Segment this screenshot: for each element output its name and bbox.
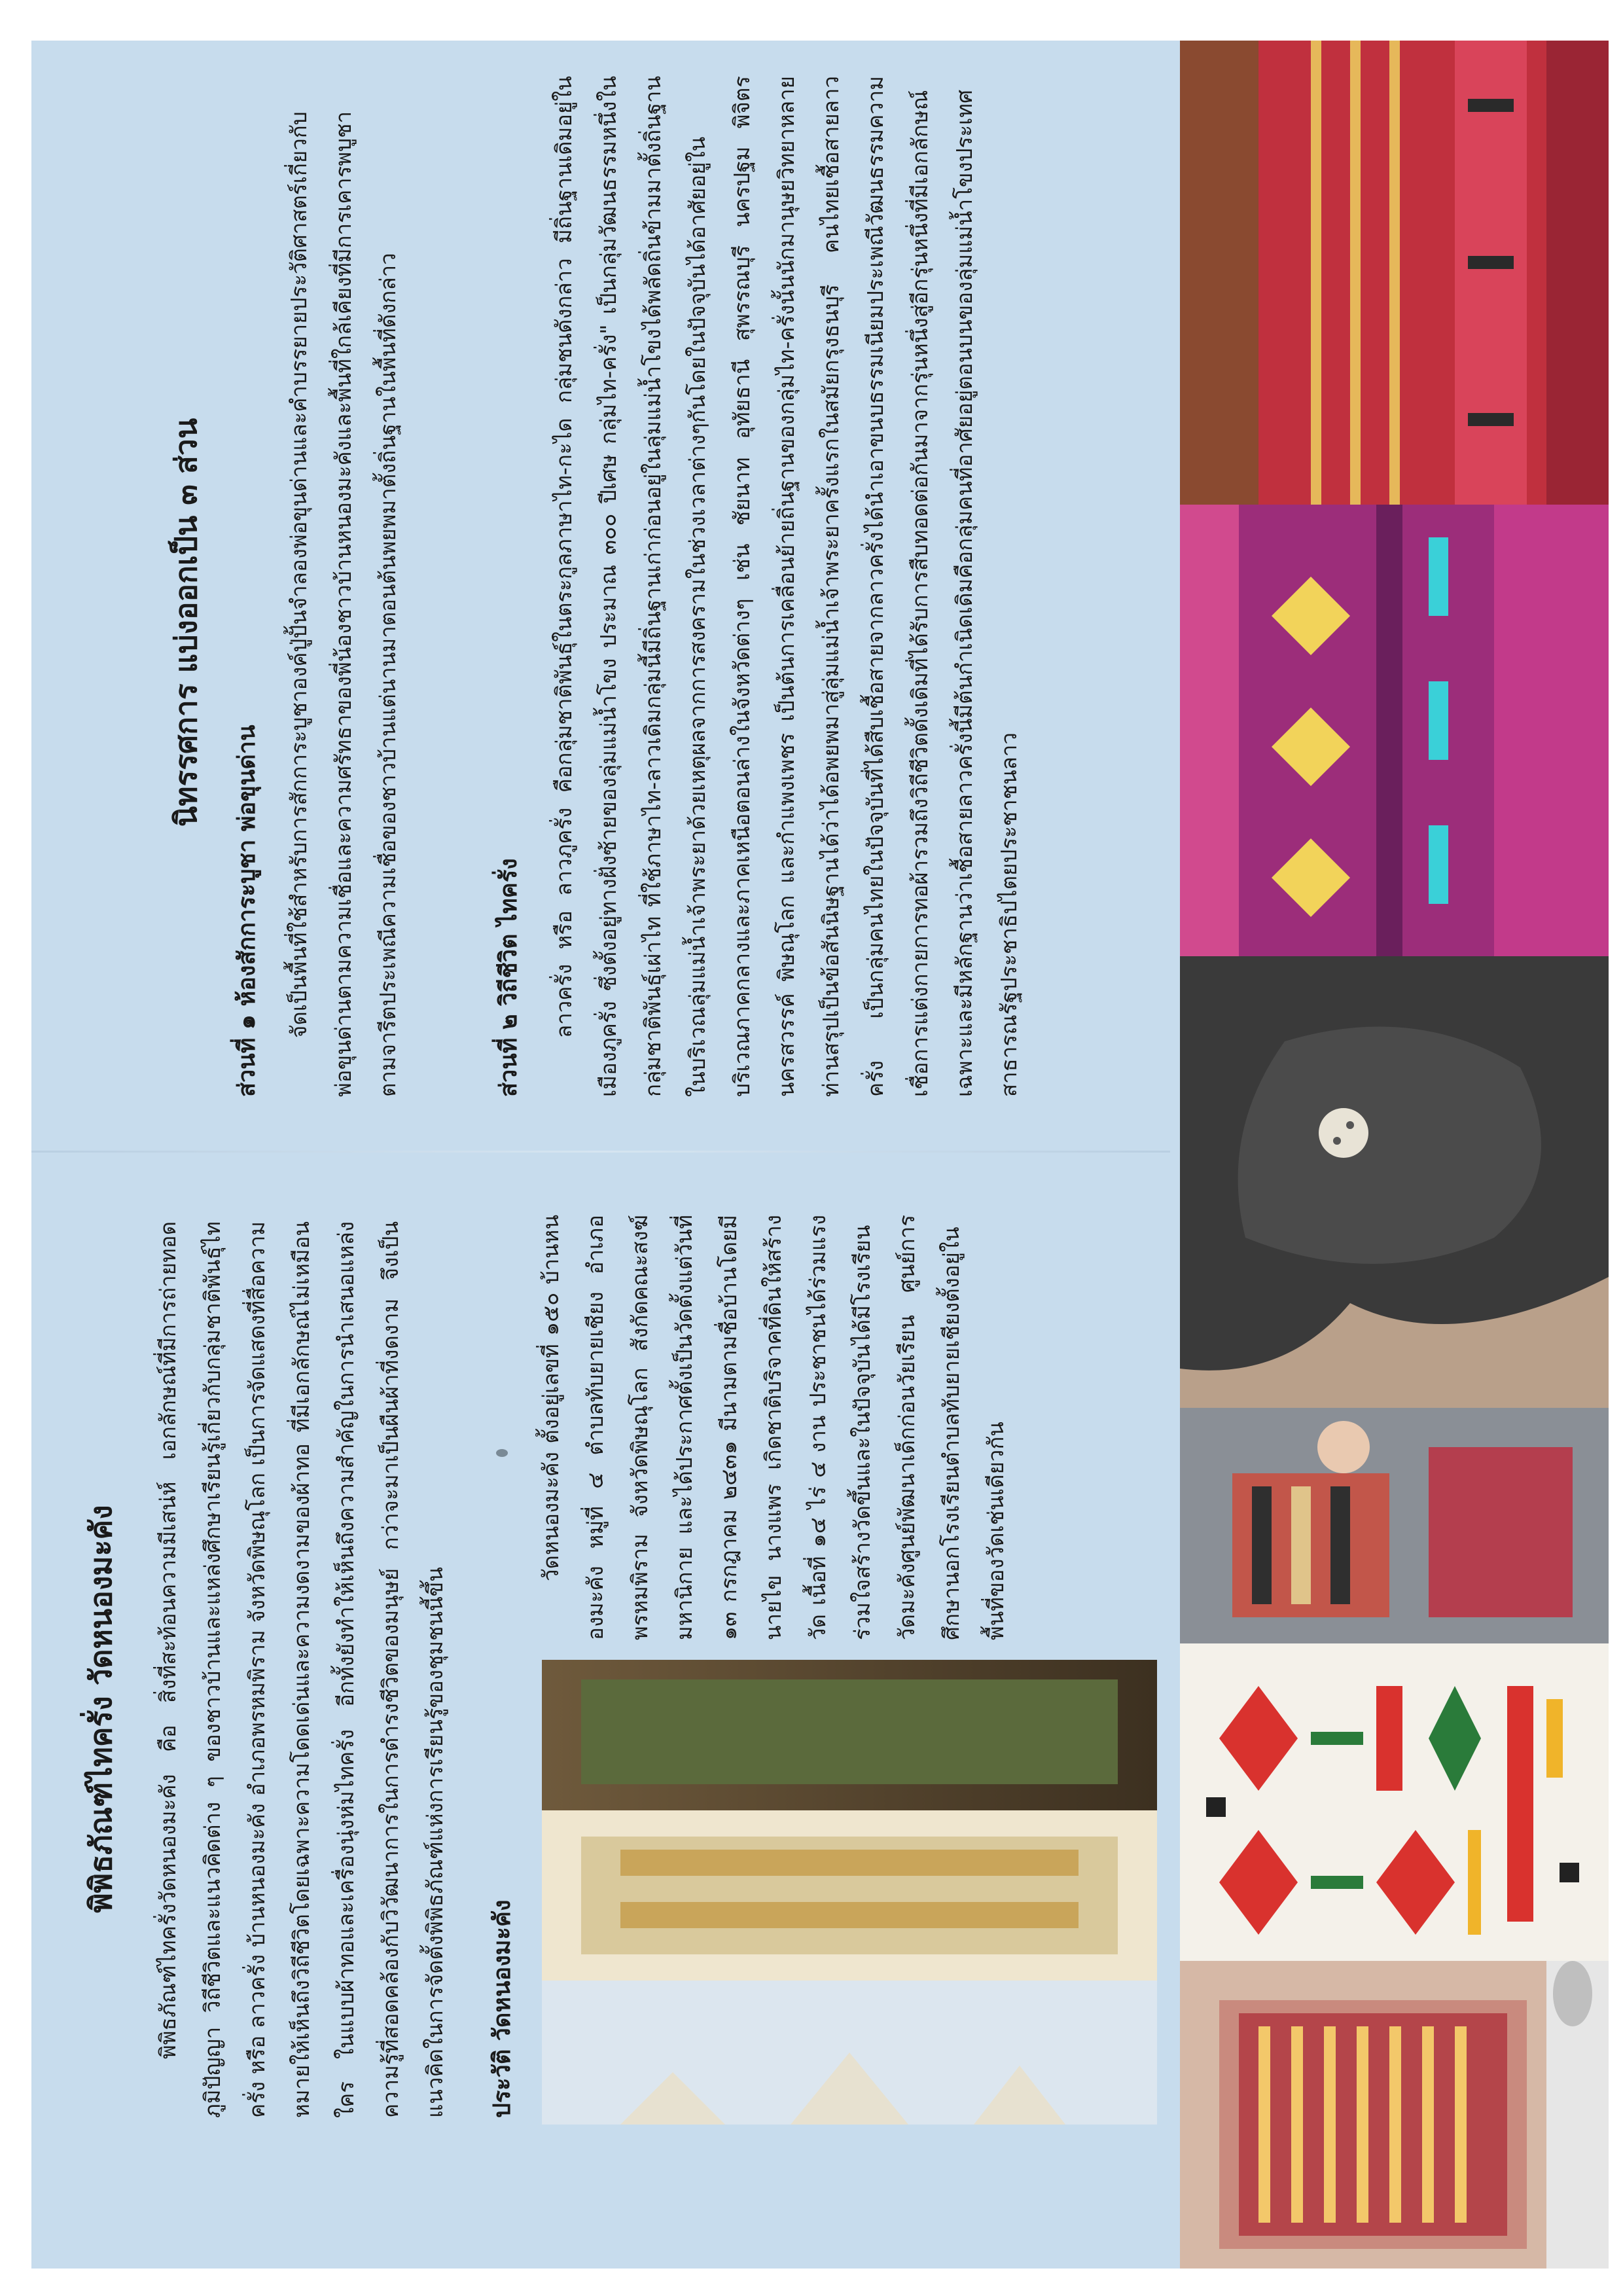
purple-textile-illustration [1180, 505, 1609, 956]
scan-speck [496, 1449, 508, 1457]
temple-history-text [529, 1215, 1157, 1640]
part1-paragraph: จัดเป็นพื้นที่ใช้สำหรับการสักการะบูชาองค์ปู่ปั้นจำลองพ่อขุนด่านและคำบรรยายประวัติศาสตร์เกี่ยวกับพ่อขุนด่านตามความเชื่อและความศรัทธาของพี่น้องชาวบ้านหนองมะคังและพื้นที่ใกล้เคียงที่มีการเคารพบูชาตามจารีตประเพณีความเชื่อของชาวบ้านแต่นานมาตอนต้นพยพมาตั้งถิ่นฐานในพื้นที่ดังกล่าว [286, 111, 401, 1097]
embroidery-pattern-photo [1180, 1643, 1609, 1961]
exhibition-title: นิทรรศการ แบ่งออกเป็น ๓ ส่วน [168, 418, 204, 827]
weaving-illustration [1180, 1408, 1609, 1643]
part2-text [542, 76, 1150, 1097]
red-sarong-photo [1180, 41, 1609, 505]
temple-history-heading: ประวัติ วัดหนองมะคัง [489, 1899, 516, 2118]
museum-intro-text [146, 1221, 460, 2118]
temple-photo [542, 1660, 1157, 2125]
red-sarong-illustration [1180, 41, 1609, 505]
embroidery-illustration [1180, 1643, 1609, 1961]
fabric-closeup-photo [1180, 956, 1609, 1408]
purple-textile-photo [1180, 505, 1609, 956]
textile-display-illustration [1180, 1961, 1609, 2269]
museum-intro-paragraph: พิพิธภัณฑ์ไทครั่งวัดหนองมะคัง คือ สิ่งที่สะท้อนความมีเสน่ห์ เอกลักษณ์ที่มีการถ่ายทอดภูมิปัญญา วิถีชีวิตและแนวคิดต่าง ๆ ของชาวบ้านและแหล่งศึกษาเรียนรู้เกี่ยวกับกลุ่มชาติพันธุ์ไทครั่ง หรือ ลาวครั่ง บ้านหนองมะคัง อำเภอพรหมพิราม จังหวัดพิษณุโลก เป็นการจัดแสดงที่สื่อความหมายให้เห็นถึงวิถีชีวิตโดยเฉพาะความโดดเด่นและความงดงามของผ้าทอ ที่มีเอกลักษณ์ไม่เหมือนใคร ในแบบผ้าทอและเครื่องนุ่งห่มไทครั่ง อีกทั้งยังทำให้เห็นถึงความสำคัญในการนำเสนอแหล่งความรู้ที่สอดคล้องกับวิวัฒนาการในการดำรงชีวิตของมนุษย์ กว่าจะมาเป็นผืนผ้าที่งดงาม จึงเป็นแนวคิดในการจัดตั้งพิพิธภัณฑ์แห่งการเรียนรู้ของชุมชนนี้ขึ้น [155, 1221, 448, 2118]
textile-display-photo [1180, 1961, 1609, 2269]
fold-line [31, 1151, 1170, 1153]
temple-history-paragraph: วัดหนองมะคัง ตั้งอยู่เลขที่ ๑๕๐ บ้านหนองมะคัง หมู่ที่ ๔ ตำบลทับยายเชียง อำเภอพรหมพิราม จังหวัดพิษณุโลก สังกัดคณะสงฆ์มหานิกาย และได้ประกาศตั้งเป็นวัดตั้งแต่วันที่ ๑๓ กรกฎาคม ๒๔๓๑ มีนามตามชื่อบ้านโดยมี นายไข นางแพร เกิดชาติบริจาคที่ดินให้สร้างวัด เนื้อที่ ๑๔ ไร่ ๔ งาน ประชาชนได้ร่วมแรงร่วมใจสร้างวัดขึ้นและในปัจจุบันได้มีโรงเรียนวัดมะคังศูนย์พัฒนาเด็กก่อนวัยเรียน ศูนย์การศึกษานอกโรงเรียนตำบลทับยายเชียงตั้งอยู่ในพื้นที่ของวัดเช่นเดียวกัน [538, 1215, 1008, 1640]
part1-text [277, 76, 467, 1097]
weaving-demo-photo [1180, 1408, 1609, 1643]
part2-heading: ส่วนที่ ๒ วิถีชีวิต ไทครั่ง [495, 858, 522, 1097]
part2-paragraph: ลาวครั่ง หรือ ลาวภูครั่ง คือกลุ่มชาติพันธุ์ในตระกูลภาษาไท-กะได กลุ่มชนดังกล่าว มีถิ่นฐานเดิมอยู่ในเมืองภูครั่ง ซึ่งตั้งอยู่ทางฝั่งซ้ายของลุ่มแม่น้ำโขง ประมาณ ๓๐๐ ปีเศษ กลุ่มไท-ครั่ง" เป็นกลุ่มวัฒนธรรมหนึ่งในกลุ่มชาติพันธุ์เผ่าไท ที่ใช้ภาษาไท-ลาวเดิมกลุ่มนี้มีถิ่นฐานเก่าก่อนอยู่ในลุ่มแม่น้ำโขงได้พลัดถิ่นข้ามมาตั้งถิ่นฐานในบริเวณลุ่มแม่น้ำเจ้าพระยาด้วยเหตุผลจากการสงครามในช่วงเวลาต่างๆกันโดยในปัจจุบันได้อาศัยอยู่ในบริเวณภาคกลางและภาคเหนือตอนล่างในจังหวัดต่างๆ เช่น ชัยนาท อุทัยธานี สุพรรณบุรี นครปฐม พิจิตร นครสวรรค์ พิษณุโลก และกำแพงเพชร เป็นต้นการเคลื่อนย้ายถิ่นฐานของกลุ่มไท-ครั่งนั้นนักมานุษยวิทยาหลายท่านสรุปเป็นข้อสันนิษฐานได้ว่าได้อพยพมาสู่ลุ่มแม่น้ำเจ้าพระยาครั้งแรกในสมัยกรุงธนบุรี คนไทยเชื้อสายลาวครั่ง เป็นกลุ่มคนไทยในปัจจุบันที่ได้สืบเชื้อสายจากลาวครั่งได้นำเอาขนบธรรมเนียมประเพณีวัฒนธรรมความเชื่อการแต่งกายการทอผ้ารวมถึงวิถีชีวิตดั้งเดิมที่ได้รับการสืบทอดต่อกันมาจากรุ่นหนึ่งสู่อีกรุ่นหนึ่งที่มีเอกลักษณ์เฉพาะและมีหลักฐานว่าเชื้อสายลาวครั่งนี้มีต้นกำเนิดเดิมคือกลุ่มคนที่อาศัยอยู่ตอนบนของลุ่มแม่น้ำโขงประเทศสาธารณรัฐประชาธิปไตยประชาชนลาว [551, 76, 1022, 1097]
museum-title: พิพิธภัณฑ์ไทครั่ง วัดหนองมะคัง [83, 1505, 118, 1913]
part1-heading: ส่วนที่ ๑ ห้องสักการะบูชา พ่อขุนด่าน [234, 725, 260, 1097]
scanned-page [31, 41, 1609, 2269]
brochure [31, 41, 1609, 2269]
fabric-closeup-illustration [1180, 956, 1609, 1408]
temple-illustration [542, 1660, 1157, 2125]
